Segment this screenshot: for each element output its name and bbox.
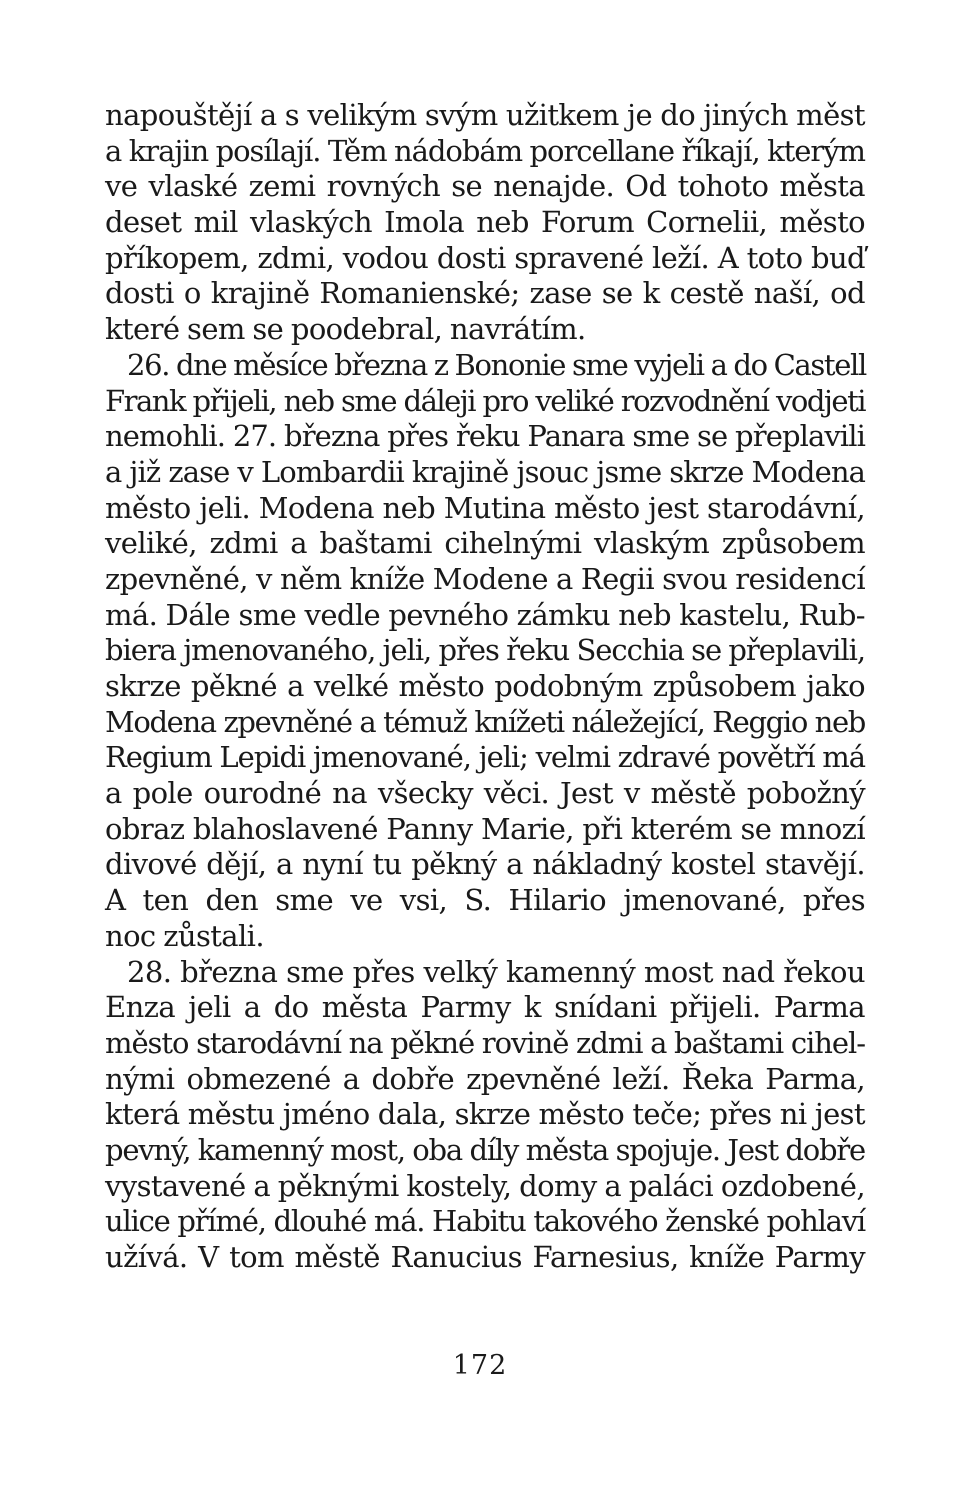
text-line: která městu jméno dala, skrze město teče; přes ni jest: [105, 1097, 865, 1132]
text-line: veliké, zdmi a baštami cihelnými vlaským způsobem: [105, 526, 865, 561]
text-line: které sem se poodebral, navrátím.: [105, 312, 586, 347]
text-line: a pole ourodné na všecky věci. Jest v městě pobožný: [105, 776, 865, 811]
text-line: příkopem, zdmi, vodou dosti spravené leží. A toto buď: [105, 240, 865, 275]
text-line: město starodávní na pěkné rovině zdmi a baštami cihel-: [105, 1025, 865, 1060]
text-line: Regium Lepidi jmenované, jeli; velmi zdravé povětří má: [105, 740, 865, 775]
text-line: vystavené a pěknými kostely, domy a paláci ozdobené,: [105, 1168, 865, 1203]
text-line: a krajin posílají. Těm nádobám porcellane říkají, kterým: [105, 133, 865, 168]
page-number: 172: [452, 1350, 508, 1381]
text-line: nými obmezené a dobře zpevněné leží. Řeka Parma,: [105, 1061, 865, 1096]
text-line: napouštějí a s velikým svým užitkem je do jiných měst: [105, 98, 865, 132]
text-line: město jeli. Modena neb Mutina město jest starodávní,: [105, 490, 865, 525]
text-line: ulice přímé, dlouhé má. Habitu takového ženské pohlaví: [105, 1204, 865, 1239]
text-line: deset mil vlaských Imola neb Forum Cornelii, město: [105, 205, 865, 240]
text-line: zpevněné, v něm kníže Modene a Regii svou residencí: [105, 561, 865, 596]
text-line: dosti o krajině Romanienské; zase se k cestě naší, od: [105, 276, 865, 311]
text-line: divové dějí, a nyní tu pěkný a nákladný kostel stavějí.: [105, 847, 865, 882]
text-line: 26. dne měsíce března z Bononie sme vyjeli a do Castell: [127, 347, 866, 382]
text-line: pevný, kamenný most, oba díly města spojuje. Jest dobře: [105, 1132, 865, 1167]
body-text: [105, 98, 865, 1276]
text-line: a již zase v Lombardii krajině jsouc jsme skrze Modena: [105, 454, 865, 489]
text-line: biera jmenovaného, jeli, přes řeku Secchia se přeplavili,: [105, 633, 865, 668]
text-line: skrze pěkné a velké město podobným způsobem jako: [105, 669, 865, 703]
text-line: 28. března sme přes velký kamenný most nad řekou: [127, 954, 865, 989]
text-line: obraz blahoslavené Panny Marie, při kterém se mnozí: [105, 811, 865, 846]
text-line: má. Dále sme vedle pevného zámku neb kastelu, Rub-: [105, 597, 865, 632]
text-line: Frank přijeli, neb sme dáleji pro veliké rozvodnění vodjeti: [105, 383, 865, 418]
text-line: noc zůstali.: [105, 918, 264, 953]
text-line: Enza jeli a do města Parmy k snídani přijeli. Parma: [105, 990, 865, 1025]
text-line: užívá. V tom městě Ranucius Farnesius, kníže Parmy: [105, 1240, 865, 1274]
text-line: Modena zpevněné a témuž knížeti náležející, Reggio neb: [105, 704, 865, 739]
text-line: nemohli. 27. března přes řeku Panara sme se přeplavili: [105, 419, 865, 454]
text-line: A ten den sme ve vsi, S. Hilario jmenované, přes: [105, 883, 865, 918]
text-line: ve vlaské zemi rovných se nenajde. Od tohoto města: [105, 169, 865, 204]
